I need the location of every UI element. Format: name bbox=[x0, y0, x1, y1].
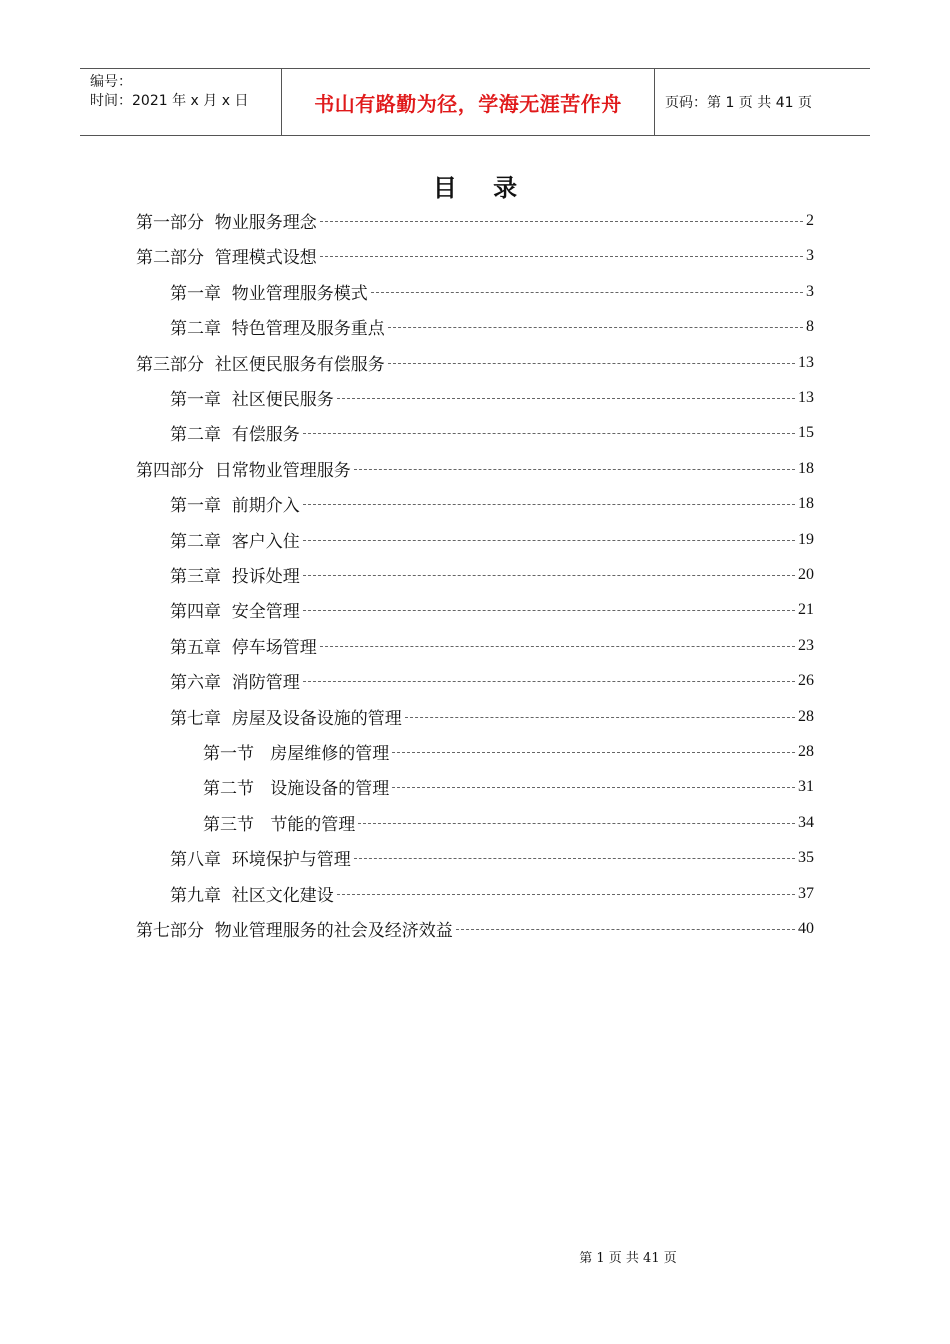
toc-leader bbox=[303, 433, 795, 434]
toc-entry-label: 第二部分 管理模式设想 bbox=[136, 248, 317, 268]
toc-entry[interactable] bbox=[136, 238, 814, 273]
toc-entry-page: 23 bbox=[798, 636, 814, 654]
toc-entry[interactable] bbox=[136, 451, 814, 486]
toc-entry[interactable] bbox=[170, 628, 814, 663]
toc-entry-label: 第一章 前期介入 bbox=[170, 496, 300, 516]
page-footer: 第 1 页 共 41 页 bbox=[579, 1251, 677, 1266]
toc-entry[interactable] bbox=[203, 734, 814, 769]
toc-entry[interactable] bbox=[136, 911, 814, 946]
toc-leader bbox=[303, 681, 795, 682]
toc-entry[interactable] bbox=[203, 805, 814, 840]
toc-entry-label: 第四部分 日常物业管理服务 bbox=[136, 461, 351, 481]
toc-entry[interactable] bbox=[170, 274, 814, 309]
toc-entry[interactable] bbox=[170, 486, 814, 521]
toc-entry-label: 第六章 消防管理 bbox=[170, 673, 300, 693]
page-header bbox=[80, 68, 870, 136]
toc-entry-page: 15 bbox=[798, 423, 814, 441]
toc-leader bbox=[358, 823, 795, 824]
header-left-cell bbox=[80, 69, 282, 135]
toc-entry-page: 26 bbox=[798, 671, 814, 689]
toc-entry-page: 31 bbox=[798, 777, 814, 795]
toc-entry-label: 第一章 社区便民服务 bbox=[170, 390, 334, 410]
toc-entry[interactable] bbox=[170, 699, 814, 734]
toc-entry[interactable] bbox=[136, 345, 814, 380]
serial-number-label: 编号： bbox=[90, 74, 132, 90]
toc-leader bbox=[320, 256, 803, 257]
toc-entry-label: 第二节 设施设备的管理 bbox=[203, 779, 390, 799]
toc-entry-label: 第三章 投诉处理 bbox=[170, 567, 300, 587]
toc-leader bbox=[456, 929, 795, 930]
toc-entry-page: 37 bbox=[798, 884, 814, 902]
toc-entry-page: 3 bbox=[806, 282, 814, 300]
toc-entry-page: 28 bbox=[798, 707, 814, 725]
toc-leader bbox=[354, 469, 795, 470]
toc-leader bbox=[337, 398, 795, 399]
toc-entry-page: 3 bbox=[806, 246, 814, 264]
header-page-cell bbox=[655, 69, 870, 135]
toc-entry[interactable] bbox=[203, 769, 814, 804]
toc-entry-label: 第九章 社区文化建设 bbox=[170, 886, 334, 906]
toc-entry-page: 21 bbox=[798, 600, 814, 618]
toc-leader bbox=[320, 221, 803, 222]
toc-entry[interactable] bbox=[170, 380, 814, 415]
toc-entry-label: 第四章 安全管理 bbox=[170, 602, 300, 622]
toc-leader bbox=[388, 327, 803, 328]
toc-entry[interactable] bbox=[170, 557, 814, 592]
toc-entry-label: 第二章 客户入住 bbox=[170, 532, 300, 552]
motto-text: 书山有路勤为径，学海无涯苦作舟 bbox=[314, 91, 622, 116]
toc-entry-label: 第二章 特色管理及服务重点 bbox=[170, 319, 385, 339]
toc-leader bbox=[303, 504, 795, 505]
toc-title: 目 录 bbox=[432, 174, 532, 202]
toc-entry-page: 18 bbox=[798, 494, 814, 512]
toc-entry[interactable] bbox=[170, 309, 814, 344]
toc-entry-page: 28 bbox=[798, 742, 814, 760]
date-label: 时间：2021 年 x 月 x 日 bbox=[90, 93, 249, 109]
toc-entry-page: 18 bbox=[798, 459, 814, 477]
toc-leader bbox=[388, 363, 795, 364]
header-motto-cell bbox=[282, 69, 655, 135]
toc-entry[interactable] bbox=[170, 592, 814, 627]
toc-entry-page: 13 bbox=[798, 353, 814, 371]
toc-entry[interactable] bbox=[136, 203, 814, 238]
toc-entry-label: 第七章 房屋及设备设施的管理 bbox=[170, 709, 402, 729]
toc-entry[interactable] bbox=[170, 876, 814, 911]
toc-entry-label: 第七部分 物业管理服务的社会及经济效益 bbox=[136, 921, 453, 941]
toc-entry[interactable] bbox=[170, 522, 814, 557]
toc-leader bbox=[303, 610, 795, 611]
toc-leader bbox=[392, 752, 795, 753]
toc-entry-label: 第三部分 社区便民服务有偿服务 bbox=[136, 355, 385, 375]
toc-leader bbox=[337, 894, 795, 895]
toc-entry-label: 第一部分 物业服务理念 bbox=[136, 213, 317, 233]
toc-entry-page: 34 bbox=[798, 813, 814, 831]
toc-entry-label: 第三节 节能的管理 bbox=[203, 815, 356, 835]
toc-entry[interactable] bbox=[170, 663, 814, 698]
toc-leader bbox=[354, 858, 795, 859]
toc-leader bbox=[303, 540, 795, 541]
toc-entry-page: 35 bbox=[798, 848, 814, 866]
toc-entry-label: 第五章 停车场管理 bbox=[170, 638, 317, 658]
toc-leader bbox=[392, 787, 795, 788]
toc-leader bbox=[320, 646, 795, 647]
toc-entry[interactable] bbox=[170, 840, 814, 875]
toc-entry-page: 8 bbox=[806, 317, 814, 335]
toc-entry-page: 2 bbox=[806, 211, 814, 229]
toc-entry-label: 第一节 房屋维修的管理 bbox=[203, 744, 390, 764]
toc-entry-label: 第二章 有偿服务 bbox=[170, 425, 300, 445]
toc-entry-label: 第八章 环境保护与管理 bbox=[170, 850, 351, 870]
toc-entry-page: 20 bbox=[798, 565, 814, 583]
toc-entry-page: 19 bbox=[798, 530, 814, 548]
toc-entry-page: 40 bbox=[798, 919, 814, 937]
toc-leader bbox=[405, 717, 795, 718]
toc-leader bbox=[371, 292, 803, 293]
toc-entry-page: 13 bbox=[798, 388, 814, 406]
toc-entry-label: 第一章 物业管理服务模式 bbox=[170, 284, 368, 304]
header-page-info: 页码：第 1 页 共 41 页 bbox=[665, 95, 812, 111]
toc-entry[interactable] bbox=[170, 415, 814, 450]
toc-leader bbox=[303, 575, 795, 576]
